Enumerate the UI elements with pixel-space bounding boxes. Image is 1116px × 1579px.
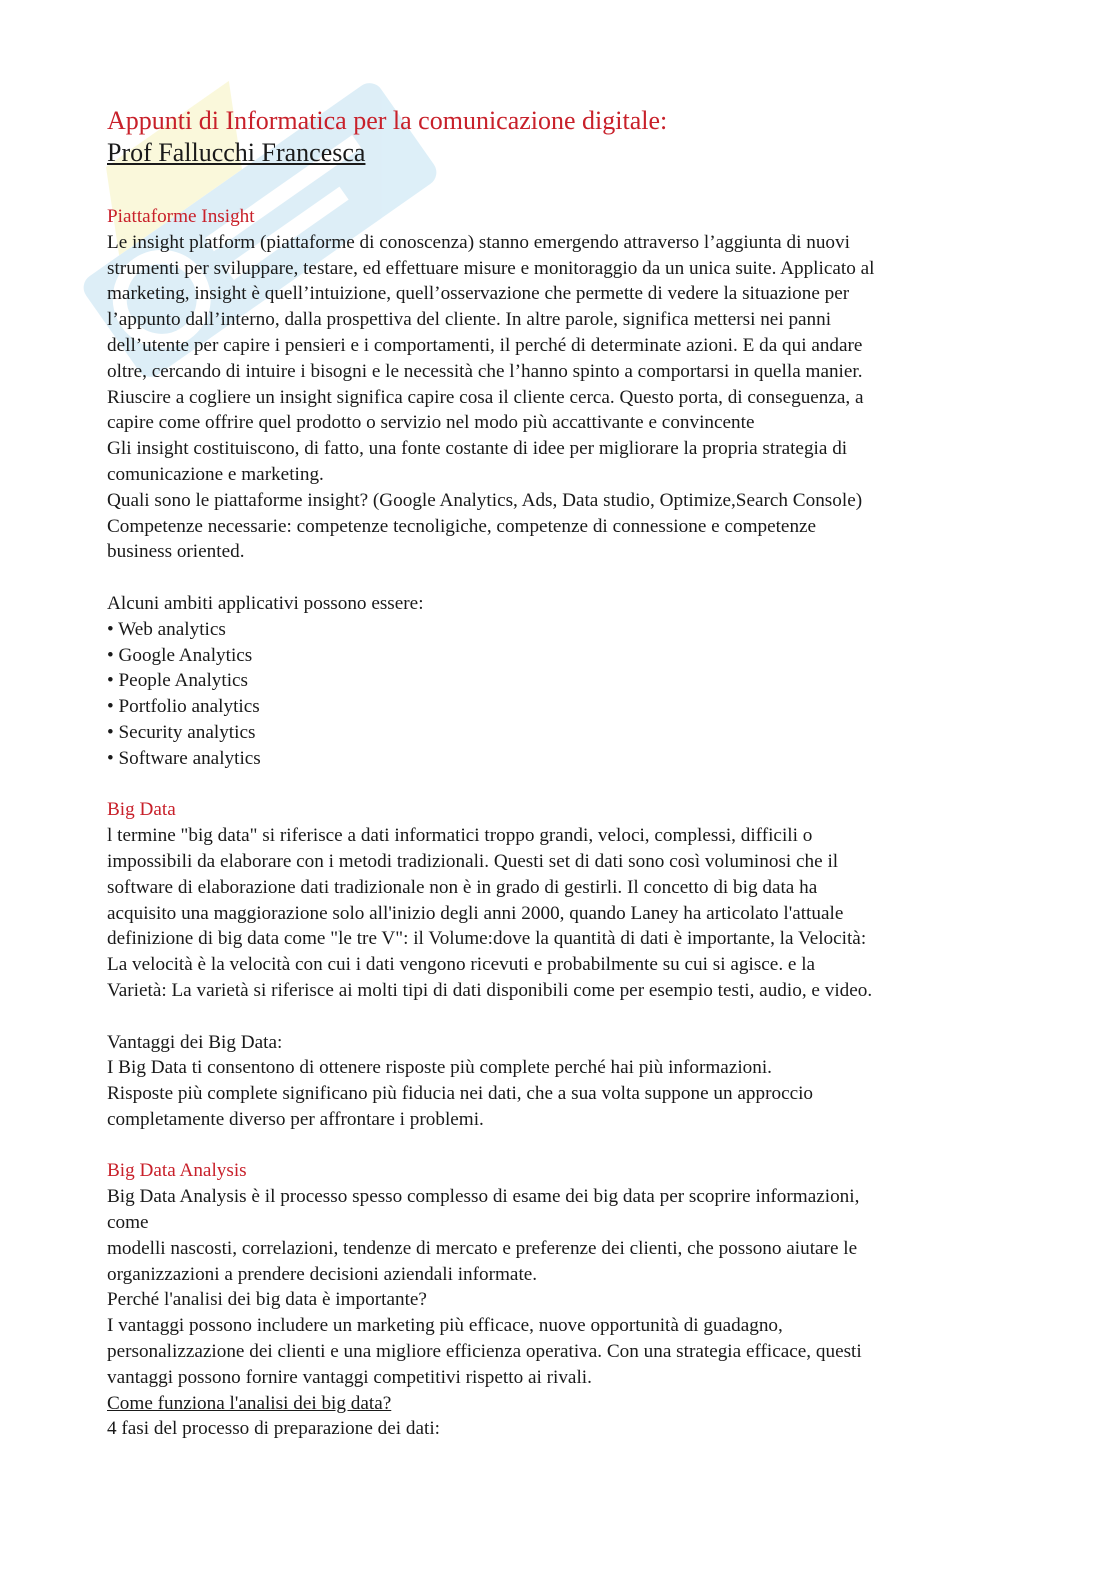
list-item: • Google Analytics [107,644,253,666]
text-line: personalizzazione dei clienti e una migliore efficienza operativa. Con una strategia efficace, questi [107,1341,862,1363]
text-line: Riuscire a cogliere un insight significa capire cosa il cliente cerca. Questo porta, di conseguenza, a [107,386,864,408]
text-line: Perché l'analisi dei big data è importante? [107,1289,427,1311]
text-line: dell’utente per capire i pensieri e i comportamenti, il perché di determinate azioni. E da qui andare [107,334,863,356]
text-line: Risposte più complete significano più fiducia nei dati, che a sua volta suppone un approccio [107,1083,814,1105]
section-big-data-body [107,823,1007,1004]
text-line: La velocità è la velocità con cui i dati vengono ricevuti e probabilmente su cui si agisce. e la [107,954,816,976]
text-line: I vantaggi possono includere un marketing più efficace, nuove opportunità di guadagno, [107,1315,783,1337]
section-insight-body [107,230,1007,565]
doc-author: Prof Fallucchi Francesca [107,138,366,167]
text-line: oltre, cercando di intuire i bisogni e le necessità che l’hanno spinto a comportarsi in quella manier. [107,360,863,382]
section-heading-big-data: Big Data [107,799,176,821]
text-line: organizzazioni a prendere decisioni aziendali informate. [107,1263,538,1285]
document-page [107,105,1007,1442]
doc-title: Appunti di Informatica per la comunicazione digitale: [107,106,668,135]
section-heading-analysis: Big Data Analysis [107,1160,247,1182]
text-line: acquisito una maggiorazione solo all'inizio degli anni 2000, quando Laney ha articolato l'attuale [107,902,844,924]
text-line: Quali sono le piattaforme insight? (Google Analytics, Ads, Data studio, Optimize,Search Console) [107,489,863,511]
text-line: Varietà: La varietà si riferisce ai molti tipi di dati disponibili come per esempio testi, audio, e video. [107,979,873,1001]
text-line: Le insight platform (piattaforme di conoscenza) stanno emergendo attraverso l’aggiunta di nuovi [107,231,850,253]
text-line: business oriented. [107,541,245,563]
text-line: completamente diverso per affrontare i problemi. [107,1108,484,1130]
text-line: Vantaggi dei Big Data: [107,1031,283,1053]
text-line: Big Data Analysis è il processo spesso complesso di esame dei big data per scoprire informazioni, [107,1186,860,1208]
list-intro: Alcuni ambiti applicativi possono essere: [107,592,424,614]
text-line: Competenze necessarie: competenze tecnoligiche, competenze di connessione e competenze [107,515,817,537]
big-data-advantages [107,1030,1007,1133]
list-item: • People Analytics [107,670,249,692]
applications-list [107,617,1007,772]
text-line: comunicazione e marketing. [107,463,324,485]
text-line: capire come offrire quel prodotto o servizio nel modo più accattivante e convincente [107,412,755,434]
list-item: • Software analytics [107,747,261,769]
text-line: modelli nascosti, correlazioni, tendenze di mercato e preferenze dei clienti, che possono aiutare le [107,1237,858,1259]
text-line: definizione di big data come "le tre V": il Volume:dove la quantità di dati è importante, la Velocità: [107,928,867,950]
text-line: marketing, insight è quell’intuizione, quell’osservazione che permette di vedere la situazione per [107,283,850,305]
text-line: 4 fasi del processo di preparazione dei dati: [107,1418,440,1440]
section-heading-insight: Piattaforme Insight [107,206,255,227]
list-item: • Web analytics [107,618,226,640]
text-line: come [107,1212,149,1234]
text-line: l’appunto dall’interno, dalla prospettiva del cliente. In altre parole, significa mettersi nei panni [107,309,832,331]
text-line: strumenti per sviluppare, testare, ed effettuare misure e monitoraggio da un unica suite. Applicato al [107,257,875,279]
text-line: Gli insight costituiscono, di fatto, una fonte costante di idee per migliorare la propria strategia di [107,438,848,460]
underlined-question: Come funziona l'analisi dei big data? [107,1392,392,1414]
section-analysis-body [107,1184,1007,1442]
text-line: impossibili da elaborare con i metodi tradizionali. Questi set di dati sono così voluminosi che il [107,850,839,872]
list-item: • Portfolio analytics [107,696,260,718]
text-line: software di elaborazione dati tradizionale non è in grado di gestirli. Il concetto di big data ha [107,876,818,898]
text-line: l termine "big data" si riferisce a dati informatici troppo grandi, veloci, complessi, difficili o [107,825,813,847]
list-item: • Security analytics [107,721,256,743]
text-line: vantaggi possono fornire vantaggi competitivi rispetto ai rivali. [107,1366,592,1388]
text-line: I Big Data ti consentono di ottenere risposte più complete perché hai più informazioni. [107,1057,772,1079]
